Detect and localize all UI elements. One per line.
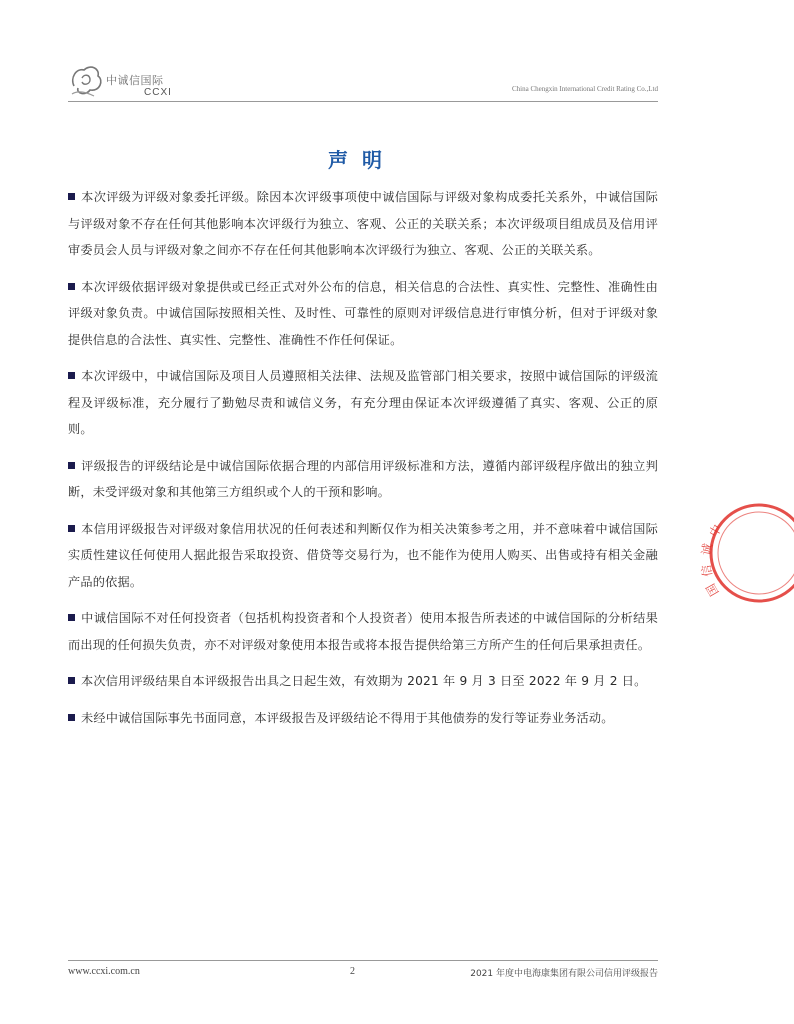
declaration-text: 本次评级依据评级对象提供或已经正式对外公布的信息，相关信息的合法性、真实性、完整性、准确性由评级对象负责。中诚信国际按照相关性、及时性、可靠性的原则对评级信息进行审慎分析，但对于评级对象提供信息的合法性、真实性、完整性、准确性不作任何保证。	[68, 279, 658, 347]
square-bullet-icon	[68, 525, 75, 532]
page-header	[68, 60, 658, 102]
declaration-text: 本次评级为评级对象委托评级。除因本次评级事项使中诚信国际与评级对象构成委托关系外，中诚信国际与评级对象不存在任何其他影响本次评级行为独立、客观、公正的关联关系；本次评级项目组成员及信用评审委员会人员与评级对象之间亦不存在任何其他影响本次评级行为独立、客观、公正的关联关系。	[68, 190, 658, 257]
declaration-item	[68, 668, 658, 695]
square-bullet-icon	[68, 372, 75, 379]
declaration-text: 未经中诚信国际事先书面同意，本评级报告及评级结论不得用于其他债券的发行等证券业务活动。	[81, 710, 614, 725]
declaration-item	[68, 363, 658, 443]
square-bullet-icon	[68, 283, 75, 290]
square-bullet-icon	[68, 193, 75, 200]
company-english-name: China Chengxin International Credit Rating Co.,Ltd	[511, 85, 658, 93]
declaration-text: 评级报告的评级结论是中诚信国际依据合理的内部信用评级标准和方法，遵循内部评级程序做出的独立判断，未受评级对象和其他第三方组织或个人的干预和影响。	[68, 458, 658, 499]
square-bullet-icon	[68, 462, 75, 469]
footer-divider	[68, 960, 658, 961]
page-footer	[68, 966, 658, 982]
declaration-item	[68, 516, 658, 596]
company-seal-stamp	[699, 498, 794, 608]
footer-website-link[interactable]: www.ccxi.com.cn	[68, 966, 140, 977]
footer-report-title: 2021 年度中电海康集团有限公司信用评级报告	[470, 969, 658, 979]
ccxi-logo	[68, 60, 188, 100]
declaration-text: 中诚信国际不对任何投资者（包括机构投资者和个人投资者）使用本报告所表述的中诚信国际的分析结果而出现的任何损失负责，亦不对评级对象使用本报告或将本报告提供给第三方所产生的任何后果承担责任。	[68, 611, 658, 652]
square-bullet-icon	[68, 714, 75, 721]
svg-text:信: 信	[699, 563, 715, 578]
declaration-item	[68, 705, 658, 732]
declaration-list	[68, 184, 658, 741]
header-divider	[68, 101, 658, 102]
declaration-text: 本信用评级报告对评级对象信用状况的任何表述和判断仅作为相关决策参考之用，并不意味着中诚信国际实质性建议任何使用人据此报告采取投资、借贷等交易行为，也不能作为使用人购买、出售或持有相关金融产品的依据。	[68, 521, 658, 589]
svg-text:国: 国	[703, 581, 722, 599]
declaration-text: 本次评级中，中诚信国际及项目人员遵照相关法律、法规及监管部门相关要求，按照中诚信国际的评级流程及评级标准，充分履行了勤勉尽责和诚信义务，有充分理由保证本次评级遵循了真实、客观、公正的原则。	[68, 369, 658, 436]
declaration-item	[68, 274, 658, 354]
declaration-item	[68, 184, 658, 264]
declaration-item	[68, 605, 658, 658]
logo-english-name: CCXI	[144, 87, 172, 98]
square-bullet-icon	[68, 677, 75, 684]
page-title: 声明	[328, 148, 396, 172]
square-bullet-icon	[68, 614, 75, 621]
declaration-item	[68, 453, 658, 506]
declaration-text: 本次信用评级结果自本评级报告出具之日起生效，有效期为 2021 年 9 月 3 日至 2022 年 9 月 2 日。	[81, 674, 647, 688]
page-number: 2	[350, 966, 355, 977]
logo-chinese-name: 中诚信国际	[106, 74, 164, 87]
svg-text:中: 中	[706, 522, 725, 540]
svg-text:诚: 诚	[699, 542, 716, 557]
ccxi-logo-icon	[68, 60, 108, 100]
